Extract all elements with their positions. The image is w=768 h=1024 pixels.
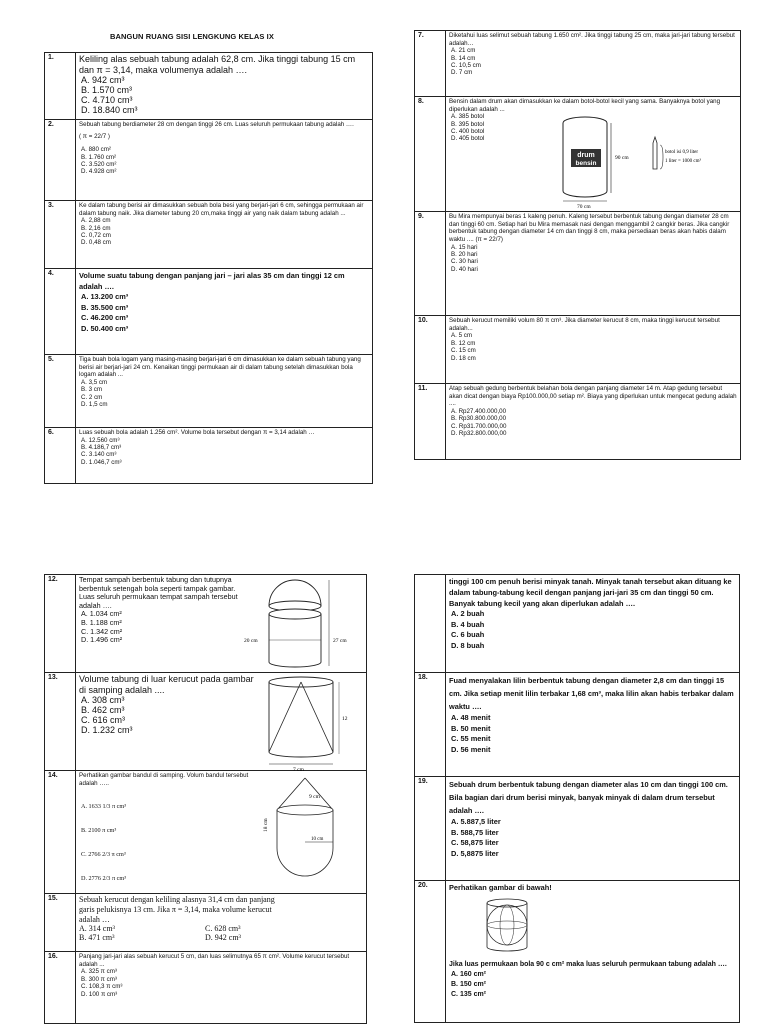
question-table-1 [44, 52, 373, 484]
question-table-4 [414, 574, 740, 1023]
option-b[interactable]: B. 300 π cm³ [81, 975, 117, 983]
option-d[interactable]: D. Rp32.800.000,00 [451, 430, 507, 438]
question-number: 4. [45, 269, 76, 355]
option-d[interactable]: D. 4.928 cm² [81, 168, 117, 176]
question-15 [45, 894, 367, 952]
question-stem: Sebuah tabung berdiameter 28 cm dengan tinggi 26 cm. Luas seluruh permukaan tabung adalah …. [79, 121, 354, 128]
diameter-label: 7 cm [293, 767, 304, 773]
option-b[interactable]: B. 1.188 cm² [81, 617, 122, 627]
question-11 [415, 384, 741, 460]
question-7 [415, 31, 741, 97]
option-b[interactable]: B. 1.760 cm² [81, 153, 117, 161]
option-c[interactable]: C. 4.710 cm³ [81, 95, 133, 105]
question-stem: Sebuah kerucut dengan keliling alasnya 31,4 cm dan panjang garis pelukisnya 13 cm. Jika π = 3,14, maka volume kerucut adalah … [79, 895, 275, 925]
option-b[interactable]: B. 3 cm [81, 386, 102, 394]
question-number: 2. [45, 120, 76, 201]
question-number: 14. [45, 771, 76, 894]
option-c[interactable]: C. 15 cm [451, 347, 476, 355]
option-d[interactable]: D. 405 botol [451, 135, 485, 143]
question-table-3 [44, 574, 367, 1024]
pendulum-figure [253, 772, 363, 884]
option-a[interactable]: A. 48 menit [451, 713, 491, 722]
option-a[interactable]: A. 314 cm³ [79, 924, 115, 934]
question-table-2 [414, 30, 741, 460]
option-a[interactable]: A. Rp27.400.000,00 [451, 407, 507, 415]
option-d[interactable]: D. 8 buah [451, 640, 485, 650]
option-c[interactable]: C. 58,875 liter [451, 838, 499, 848]
question-body [446, 31, 741, 97]
question-stem: tinggi 100 cm penuh berisi minyak tanah. Minyak tanah tersebut akan dituang ke dalam tabung-tabung kecil dengan panjang jari-jari 35 cm dan tinggi 50 cm. Banyak tabung kecil yang akan diperlukan adalah …. [449, 577, 732, 608]
option-a[interactable]: A. 13.200 cm³ [81, 292, 129, 301]
option-a[interactable]: A. 1.034 cm² [81, 609, 122, 619]
drum-label: drum [577, 152, 595, 160]
question-12 [45, 575, 367, 673]
bensin-label: bensin [575, 160, 597, 168]
pi-note: ( π = 22/7 ) [79, 132, 110, 140]
question-stem: Tempat sampah berbentuk tabung dan tutupnya berbentuk setengah bola seperti tampak gambar. Luas seluruh permukaan tempat sampah tersebut adalah …. [79, 575, 238, 610]
bottle-capacity-label: botol isi 0,9 liter [665, 150, 699, 156]
option-d[interactable]: D. 5,8875 liter [451, 848, 499, 858]
option-b[interactable]: B. 1.570 cm³ [81, 85, 133, 95]
option-c[interactable]: C. 1.342 cm² [81, 626, 123, 636]
option-a[interactable]: A. 325 π cm³ [81, 968, 117, 976]
question-stem: Fuad menyalakan lilin berbentuk tabung dengan diameter 2,8 cm dan tinggi 15 cm. Jika setiap menit lilin terbakar 1,68 cm³, maka lilin akan habis terbakar dalam waktu …. [449, 676, 734, 711]
question-13 [45, 673, 367, 771]
question-number: 11. [415, 384, 446, 460]
question-body [446, 881, 740, 1023]
question-body [76, 428, 373, 484]
question-number: 18. [415, 673, 446, 777]
question-stem: Diketahui luas selimut sebuah tabung 1.650 cm². Jika tinggi tabung 25 cm, maka jari-jari tabung tersebut adalah… [449, 32, 735, 47]
option-c[interactable]: C. 30 hari [451, 258, 478, 266]
question-10 [415, 316, 741, 384]
option-b[interactable]: B. 150 cm² [451, 981, 487, 988]
question-stem: Bu Mira mempunyai beras 1 kaleng penuh. Kaleng tersebut berbentuk tabung dengan diameter 28 cm dan tinggi 60 cm. Setiap hari bu Mira memasak nasi dengan menggambil 2 cangkir beras. Jika cangkir berbentuk tabung dengan diameter 14 cm dan tinggi 8 cm, maka persediaan beras akan habis dalam waktu .... (π = 22/7) [449, 213, 730, 243]
question-8 [415, 97, 741, 212]
question-number: 3. [45, 201, 76, 269]
option-c[interactable]: C. 108,3 π cm³ [81, 983, 123, 991]
option-a[interactable]: A. 1633 1/3 π cm³ [81, 803, 127, 811]
option-d[interactable]: D. 1,5 cm [81, 401, 108, 408]
question-body [76, 269, 373, 355]
option-c[interactable]: C. 400 botol [451, 128, 485, 135]
option-a[interactable]: A. 942 cm³ [81, 75, 125, 85]
question-number: 20. [415, 881, 446, 1023]
question-stem: Panjang jari-jari alas sebuah kerucut 5 cm, dan luas selimutnya 65 π cm². Volume kerucut tersebut adalah ... [79, 953, 350, 968]
option-c[interactable]: C. 2 cm [81, 393, 103, 401]
cylinder-cone-figure [263, 674, 363, 773]
option-a[interactable]: A. 2 buah [451, 609, 485, 618]
height-label: 12 [342, 716, 348, 722]
drum-width-label: 70 cm [577, 204, 591, 211]
question-body [446, 777, 740, 881]
question-stem: Atap sebuah gedung berbentuk belahan bola dengan panjang diameter 14 m. Atap gedung tersebut akan dicat dengan biaya Rp100.000,00 setiap m². Biaya yang diperlukan untuk mengecat gedung adalah .... [449, 385, 737, 408]
option-a[interactable]: A. 5 cm [451, 332, 472, 340]
question-stem: Ke dalam tabung berisi air dimasukkan sebuah bola besi yang berjari-jari 6 cm, sehingga permukaan air dalam tabung naik. Jika diameter tabung 20 cm,maka tinggi air yang naik dalam tabung adalah ... [79, 202, 364, 217]
option-c[interactable]: C. 628 cm³ [205, 924, 241, 934]
question-stem: Volume suatu tabung dengan panjang jari – jari alas 35 cm dan tinggi 12 cm adalah …. [79, 271, 345, 291]
question-number: 5. [45, 355, 76, 428]
option-b[interactable]: B. 4.186,7 cm³ [81, 444, 122, 451]
question-stem: Perhatikan gambar bandul di samping. Volum bandul tersebut adalah ….. [79, 772, 249, 787]
diameter-label: 20 cm [244, 638, 258, 644]
question-body [446, 384, 741, 460]
question-17 [415, 575, 740, 673]
option-b[interactable]: B. Rp30.800.000,00 [451, 415, 507, 423]
total-height-label: 18 cm [263, 818, 269, 832]
question-5 [45, 355, 373, 428]
question-stem: Keliling alas sebuah tabung adalah 62,8 cm. Jika tinggi tabung 15 cm dan π = 3,14, maka volumenya adalah …. [79, 54, 356, 75]
question-3 [45, 201, 373, 269]
page-2 [414, 30, 741, 460]
option-a[interactable]: A. 385 botol [451, 113, 485, 121]
option-d[interactable]: D. 0,48 cm [81, 239, 111, 247]
option-a[interactable]: A. 880 cm² [81, 146, 111, 154]
question-number: 16. [45, 952, 76, 1024]
question-body [76, 673, 367, 771]
option-c[interactable]: C. 10,5 cm [451, 62, 481, 69]
question-body [76, 952, 367, 1024]
option-d[interactable]: D. 100 π cm³ [81, 990, 118, 998]
question-number: 7. [415, 31, 446, 97]
question-body [76, 575, 367, 673]
option-a[interactable]: A. 160 cm² [451, 971, 487, 978]
option-d[interactable]: D. 56 menit [451, 744, 491, 754]
option-a[interactable]: A. 5.887,5 liter [451, 817, 501, 826]
option-a[interactable]: A. 21 cm [451, 47, 476, 55]
option-c[interactable]: C. Rp31.700.000,00 [451, 422, 507, 430]
option-b[interactable]: B. 20 hari [451, 250, 478, 258]
option-b[interactable]: B. 395 botol [451, 120, 485, 128]
option-b[interactable]: B. 4 buah [451, 619, 485, 629]
question-stem-2: Jika luas permukaan bola 90 c cm² maka luas seluruh permukaan tabung adalah …. [449, 961, 727, 968]
question-number: 15. [45, 894, 76, 952]
option-d[interactable]: D. 2776 2/3 π cm³ [81, 875, 127, 883]
question-4 [45, 269, 373, 355]
option-b[interactable]: B. 462 cm³ [81, 705, 125, 715]
question-stem: Tiga buah bola logam yang masing-masing berjari-jari 6 cm dimasukkan ke dalam sebuah tabung yang berisi air berjari-jari 24 cm. Kenaikan tinggi permukaan air di dalam tabung setelah dimasukkan bola logam adalah ... [79, 356, 361, 379]
question-body [76, 120, 373, 201]
question-2 [45, 120, 373, 201]
option-c[interactable]: C. 616 cm³ [81, 715, 126, 725]
question-stem: Luas sebuah bola adalah 1.256 cm². Volume bola tersebut dengan π = 3,14 adalah … [79, 429, 315, 436]
option-c[interactable]: C. 3.140 cm³ [81, 451, 117, 459]
question-20 [415, 881, 740, 1023]
question-body [76, 201, 373, 269]
sphere-in-cylinder-figure [483, 897, 543, 957]
option-d[interactable]: D. 1.046,7 cm³ [81, 458, 122, 466]
question-number: 19. [415, 777, 446, 881]
question-body [76, 771, 367, 894]
option-b[interactable]: B. 588,75 liter [451, 827, 499, 837]
question-19 [415, 777, 740, 881]
question-body [446, 575, 740, 673]
option-c[interactable]: C. 2766 2/3 π cm³ [81, 851, 126, 859]
option-c[interactable]: C. 3.520 cm² [81, 161, 117, 168]
option-b[interactable]: B. 12 cm [451, 339, 476, 347]
option-a[interactable]: A. 12.560 cm³ [81, 436, 120, 444]
option-a[interactable]: A. 3,5 cm [81, 378, 108, 386]
option-a[interactable]: A. 308 cm³ [81, 695, 125, 705]
question-number: 9. [415, 212, 446, 316]
option-a[interactable]: A. 15 hari [451, 243, 478, 251]
option-d[interactable]: D. 1.232 cm³ [81, 725, 133, 735]
question-16 [45, 952, 367, 1024]
question-body [446, 212, 741, 316]
option-c[interactable]: C. 46.200 cm³ [81, 313, 129, 323]
question-body [76, 355, 373, 428]
option-b[interactable]: B. 2100 π cm³ [81, 827, 117, 835]
question-stem: Sebuah kerucut memiliki volum 80 π cm³. Jika diameter kerucut 8 cm, maka tinggi kerucut tersebut adalah... [449, 317, 720, 332]
option-c[interactable]: C. 55 menit [451, 734, 491, 744]
question-body [76, 894, 367, 952]
worksheet-title: BANGUN RUANG SISI LENGKUNG KELAS IX [110, 32, 274, 41]
trash-bin-figure [243, 576, 363, 670]
question-6 [45, 428, 373, 484]
radius-label: 10 cm [311, 837, 324, 842]
option-d[interactable]: D. 942 cm³ [205, 932, 241, 942]
question-number [415, 575, 446, 673]
question-number: 1. [45, 53, 76, 120]
cone-height-label: 9 cm [309, 794, 320, 800]
drum-height-label: 90 cm [615, 155, 629, 162]
option-d[interactable]: D. 50.400 cm³ [81, 323, 129, 333]
question-stem: Volume tabung di luar kerucut pada gambar di samping adalah .... [79, 674, 254, 695]
page-3 [44, 574, 367, 1024]
question-number: 6. [45, 428, 76, 484]
option-d[interactable]: D. 40 hari [451, 265, 478, 273]
option-c[interactable]: C. 135 cm² [451, 991, 487, 998]
option-d[interactable]: D. 18.840 cm³ [81, 105, 138, 115]
question-body [76, 53, 373, 120]
height-label: 27 cm [333, 638, 347, 644]
option-d[interactable]: D. 18 cm [451, 354, 476, 362]
question-body [446, 673, 740, 777]
option-b[interactable]: B. 35.500 cm³ [81, 302, 129, 312]
question-14 [45, 771, 367, 894]
option-b[interactable]: B. 50 menit [451, 723, 491, 733]
option-b[interactable]: B. 471 cm³ [79, 932, 115, 942]
page-1 [44, 30, 373, 484]
question-stem: Sebuah drum berbentuk tabung dengan diameter alas 10 cm dan tinggi 100 cm. Bila bagian dari drum berisi minyak, banyak minyak di dalam drum tersebut adalah …. [449, 780, 728, 815]
question-number: 10. [415, 316, 446, 384]
option-c[interactable]: C. 0,72 cm [81, 232, 111, 239]
question-number: 12. [45, 575, 76, 673]
option-d[interactable]: D. 1.496 cm² [81, 635, 123, 645]
conversion-label: 1 liter = 1000 cm³ [665, 159, 701, 165]
option-b[interactable]: B. 14 cm [451, 54, 476, 62]
question-stem: Perhatikan gambar di bawah! [449, 883, 552, 892]
question-9 [415, 212, 741, 316]
question-body [446, 97, 741, 212]
question-1 [45, 53, 373, 120]
question-body [446, 316, 741, 384]
question-number: 8. [415, 97, 446, 212]
option-c[interactable]: C. 6 buah [451, 630, 485, 640]
question-stem: Bensin dalam drum akan dimasukkan ke dalam botol-botol kecil yang sama. Banyaknya botol yang diperlukan adalah ... [449, 98, 721, 113]
question-18 [415, 673, 740, 777]
option-d[interactable]: D. 7 cm [451, 69, 473, 77]
page-4 [414, 574, 740, 1023]
option-a[interactable]: A. 2,88 cm [81, 217, 111, 225]
option-b[interactable]: B. 2,16 cm [81, 224, 111, 232]
drum-and-bottle-figure [547, 113, 737, 209]
question-number: 13. [45, 673, 76, 771]
